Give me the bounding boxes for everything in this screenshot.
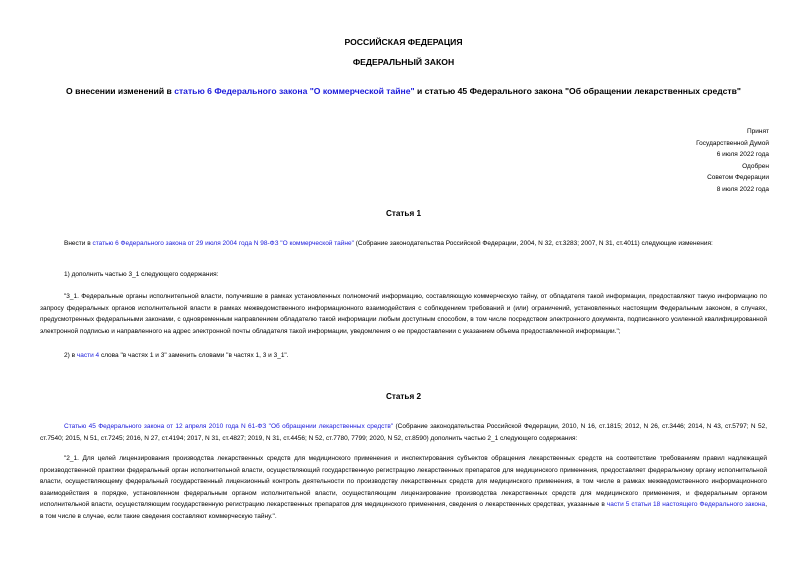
- accepted-label: Принят: [746, 128, 769, 135]
- article2-intro-suffix: (Собрание законодательства Российской Федерации, 2010, N 16, ст.1815; 2012, N 26, ст.3446; 2014, N 43, ст.5797; N 52, ст.7540; 2015, N 51, ст.7245; 2016, N 27, ст.4194; 2017, N 31, ст.4827; 2019, N 31, ст.4456; N 52, ст.7780, 7799; 2020, N 52, ст.8590) дополнить частью 2_1 следующего содержания:: [40, 423, 768, 442]
- article1-item2: [40, 350, 767, 362]
- article2-intro: [40, 421, 767, 444]
- article1-intro-link[interactable]: статью 6 Федерального закона от 29 июля 2004 года N 98-ФЗ "О коммерческой тайне": [92, 240, 354, 247]
- article1-intro: [40, 238, 767, 250]
- approved-date: 8 июля 2022 года: [716, 185, 769, 193]
- law-title: [40, 86, 767, 96]
- header-law-type: ФЕДЕРАЛЬНЫЙ ЗАКОН: [352, 57, 455, 67]
- article1-item2-prefix: 2) в: [64, 352, 77, 359]
- header-country: РОССИЙСКАЯ ФЕДЕРАЦИЯ: [344, 37, 463, 47]
- article1-intro-prefix: Внести в: [64, 240, 93, 247]
- accepted-date: 6 июля 2022 года: [716, 151, 769, 159]
- adoption-info: [609, 126, 769, 196]
- approved-label: Одобрен: [742, 162, 769, 170]
- article2-heading: Статья 2: [385, 392, 422, 401]
- article2-quote-prefix: "2_1. Для целей лицензирования производства лекарственных средств для медицинского применения и инспектирования субъектов обращения лекарственных средств на соответствие требованиям правил надлежащей производственной практики федеральный орган исполнительной власти, осуществляющий государственную регистрацию лекарственных препаратов для медицинского применения, предоставляет федеральному органу исполнительной власти, осуществляющему федеральный государственный лицензионный контроль деятельности по производству лекарственных средств для медицинского применения, в том числе в рамках межведомственного информационного взаимодействия в порядке, установленном федеральным органом исполнительной власти, осуществляющим лицензирование производства лекарственных средств для медицинского применения, и федеральным органом исполнительной власти, осуществляющим государственную регистрацию лекарственных препаратов для медицинского применения, сведения о лекарственных средствах, указанные в: [40, 455, 767, 509]
- article2-quote-suffix: , в том числе в случае, если такие сведения составляют коммерческую тайну.".: [40, 501, 767, 520]
- law-title-link[interactable]: статью 6 Федерального закона "О коммерческой тайне": [174, 86, 415, 96]
- article2-intro-link[interactable]: Статью 45 Федерального закона от 12 апреля 2010 года N 61-ФЗ "Об обращении лекарственных средств": [64, 423, 394, 430]
- law-title-rest: и статью 45 Федерального закона "Об обращении лекарственных средств": [414, 86, 741, 96]
- article1-item1: 1) дополнить частью 3_1 следующего содержания:: [64, 271, 219, 278]
- article1-quote: "3_1. Федеральные органы исполнительной власти, получившие в рамках установленных полномочий информацию, составляющую коммерческую тайну, от обладателя такой информации, предоставляют такую информацию по запросу федеральных органов исполнительной власти в рамках межведомственного информационного взаимодействия с соблюдением требований и (или) ограничений, установленных настоящим Федеральным законом, в случаях, предусмотренных федеральными законами, с одновременным направлением обладателю такой информации любым доступным способом, в том числе посредством электронного документа, подписанного усиленной квалифицированной электронной подписью и направленного на адрес электронной почты обладателя такой информации, уведомления о ее предоставлении с указанием объема предоставленной информации.";: [40, 293, 767, 335]
- article2-quote-link[interactable]: части 5 статьи 18 настоящего Федерального закона: [606, 501, 766, 509]
- accepted-by: Государственной Думой: [696, 139, 769, 147]
- article1-intro-suffix: (Собрание законодательства Российской Федерации, 2004, N 32, ст.3283; 2007, N 31, ст.4011) следующие изменения:: [353, 240, 713, 247]
- article1-item2-suffix: слова "в частях 1 и 3" заменить словами "в частях 1, 3 и 3_1".: [99, 352, 289, 359]
- law-title-prefix: О внесении изменений в: [66, 86, 175, 96]
- article1-item2-link[interactable]: части 4: [76, 352, 100, 359]
- article1-heading: Статья 1: [385, 209, 422, 218]
- article2-quote: [40, 453, 767, 523]
- approved-by: Советом Федерации: [707, 174, 769, 182]
